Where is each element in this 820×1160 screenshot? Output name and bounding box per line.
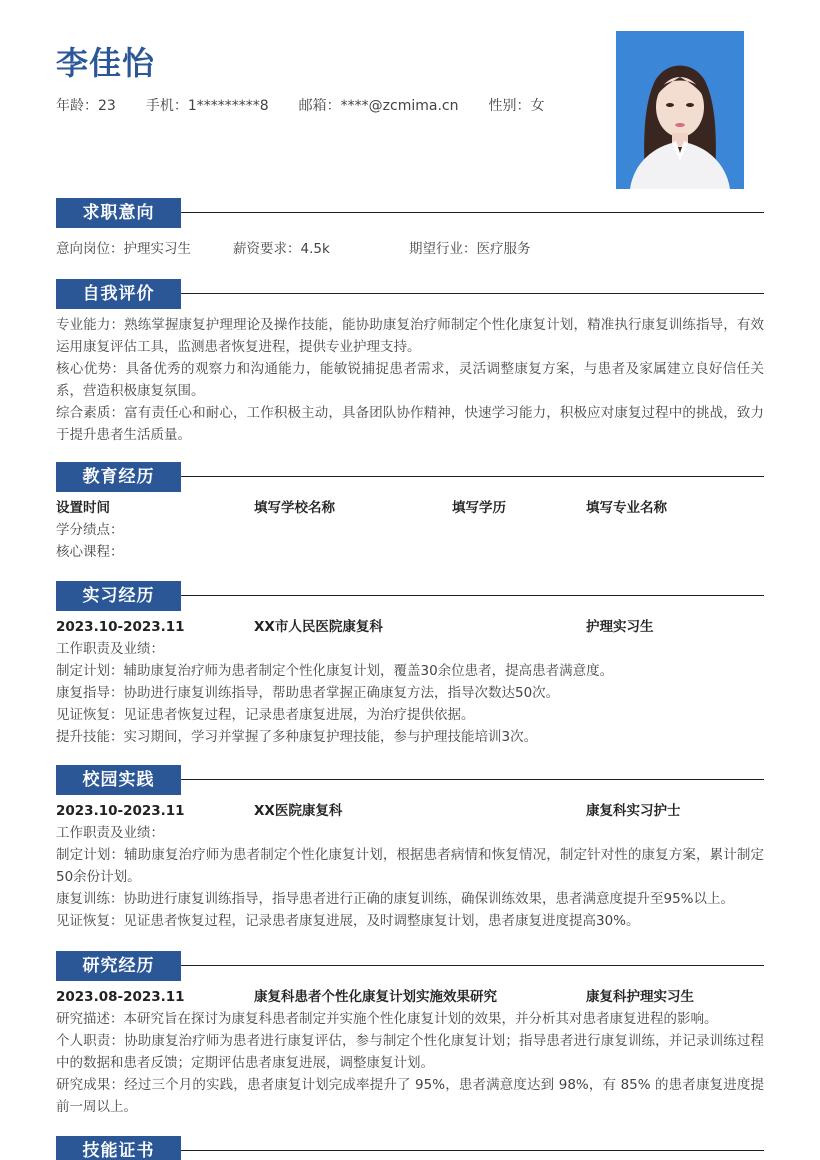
education-major: 填写专业名称 <box>586 500 667 516</box>
internship-line: 制定计划：辅助康复治疗师为患者制定个性化康复计划，覆盖30余位患者，提高患者满意度。 <box>56 663 614 679</box>
divider <box>181 212 764 213</box>
education-gpa: 学分绩点： <box>56 522 124 538</box>
section-education <box>56 462 764 563</box>
research-header-row <box>56 986 764 1008</box>
research-line: 研究成果：经过三个月的实践，患者康复计划完成率提升了 95%，患者满意度达到 98%，有 85% 的患者康复进度提前一周以上。 <box>56 1077 764 1115</box>
section-job-intent <box>56 198 764 260</box>
section-header <box>56 198 764 228</box>
section-title: 求职意向 <box>56 198 181 228</box>
section-header <box>56 279 764 309</box>
divider <box>181 293 764 294</box>
section-title: 实习经历 <box>56 581 181 611</box>
basic-info <box>56 95 574 115</box>
internship-time: 2023.10-2023.11 <box>56 619 185 635</box>
profile-photo <box>616 31 744 189</box>
campus-org: XX医院康复科 <box>254 803 343 819</box>
self-eval-paragraph: 专业能力：熟练掌握康复护理理论及操作技能，能协助康复治疗师制定个性化康复计划，精准执行康复训练指导，有效运用康复评估工具，监测患者恢复进程，提供专业护理支持。 <box>56 317 764 355</box>
section-title: 研究经历 <box>56 951 181 981</box>
portrait-icon <box>616 31 744 189</box>
intent-position: 意向岗位：护理实习生 <box>56 241 191 257</box>
section-header <box>56 1136 764 1160</box>
internship-line: 康复指导：协助进行康复训练指导，帮助患者掌握正确康复方法，指导次数达50次。 <box>56 685 560 701</box>
campus-role: 康复科实习护士 <box>586 803 681 819</box>
internship-org: XX市人民医院康复科 <box>254 619 383 635</box>
section-campus-practice <box>56 765 764 932</box>
section-title: 技能证书 <box>56 1136 181 1160</box>
section-self-evaluation <box>56 279 764 446</box>
divider <box>181 1150 764 1151</box>
campus-line: 工作职责及业绩： <box>56 825 164 841</box>
section-title: 教育经历 <box>56 462 181 492</box>
divider <box>181 779 764 780</box>
self-eval-paragraph: 核心优势：具备优秀的观察力和沟通能力，能敏锐捕捉患者需求，灵活调整康复方案，与患者及家属建立良好信任关系，营造积极康复氛围。 <box>56 361 764 399</box>
internship-line: 工作职责及业绩： <box>56 641 164 657</box>
section-header <box>56 462 764 492</box>
section-title: 自我评价 <box>56 279 181 309</box>
divider <box>181 476 764 477</box>
info-age: 年龄：23 <box>56 98 116 114</box>
campus-line: 康复训练：协助进行康复训练指导，指导患者进行正确的康复训练，确保训练效果，患者满意度提升至95%以上。 <box>56 891 735 907</box>
section-header <box>56 581 764 611</box>
research-line: 研究描述：本研究旨在探讨为康复科患者制定并实施个性化康复计划的效果，并分析其对患者康复进程的影响。 <box>56 1011 718 1027</box>
campus-line: 见证恢复：见证患者恢复过程，记录患者康复进展，及时调整康复计划，患者康复进度提高30%。 <box>56 913 640 929</box>
info-phone: 手机：1*********8 <box>145 98 269 114</box>
education-school: 填写学校名称 <box>254 500 335 516</box>
research-project: 康复科患者个性化康复计划实施效果研究 <box>254 989 497 1005</box>
research-time: 2023.08-2023.11 <box>56 989 185 1005</box>
candidate-name: 李佳怡 <box>56 44 156 82</box>
divider <box>181 595 764 596</box>
intent-salary: 薪资要求：4.5k <box>233 241 330 257</box>
info-gender: 性别：女 <box>488 98 545 114</box>
internship-header-row <box>56 616 764 638</box>
campus-line: 制定计划：辅助康复治疗师为患者制定个性化康复计划，根据患者病情和恢复情况，制定针对性的康复方案，累计制定50余份计划。 <box>56 847 764 885</box>
education-degree: 填写学历 <box>452 500 506 516</box>
info-email: 邮箱：****@zcmima.cn <box>298 98 459 114</box>
section-header <box>56 951 764 981</box>
education-time: 设置时间 <box>56 500 110 516</box>
education-courses: 核心课程： <box>56 544 124 560</box>
section-research <box>56 951 764 1118</box>
internship-role: 护理实习生 <box>586 619 654 635</box>
campus-time: 2023.10-2023.11 <box>56 803 185 819</box>
self-eval-paragraph: 综合素质：富有责任心和耐心，工作积极主动，具备团队协作精神，快速学习能力，积极应对康复过程中的挑战，致力于提升患者生活质量。 <box>56 405 764 443</box>
research-role: 康复科护理实习生 <box>586 989 694 1005</box>
education-header-row <box>56 497 764 519</box>
campus-header-row <box>56 800 764 822</box>
section-skills <box>56 1136 764 1160</box>
internship-line: 提升技能：实习期间，学习并掌握了多种康复护理技能，参与护理技能培训3次。 <box>56 729 538 745</box>
internship-line: 见证恢复：见证患者恢复过程，记录患者康复进展，为治疗提供依据。 <box>56 707 475 723</box>
intent-industry: 期望行业：医疗服务 <box>409 241 531 257</box>
section-header <box>56 765 764 795</box>
research-line: 个人职责：协助康复治疗师为患者进行康复评估，参与制定个性化康复计划；指导患者进行康复训练，并记录训练过程中的数据和患者反馈；定期评估患者康复进展，调整康复计划。 <box>56 1033 764 1071</box>
section-title: 校园实践 <box>56 765 181 795</box>
divider <box>181 965 764 966</box>
section-internship <box>56 581 764 748</box>
